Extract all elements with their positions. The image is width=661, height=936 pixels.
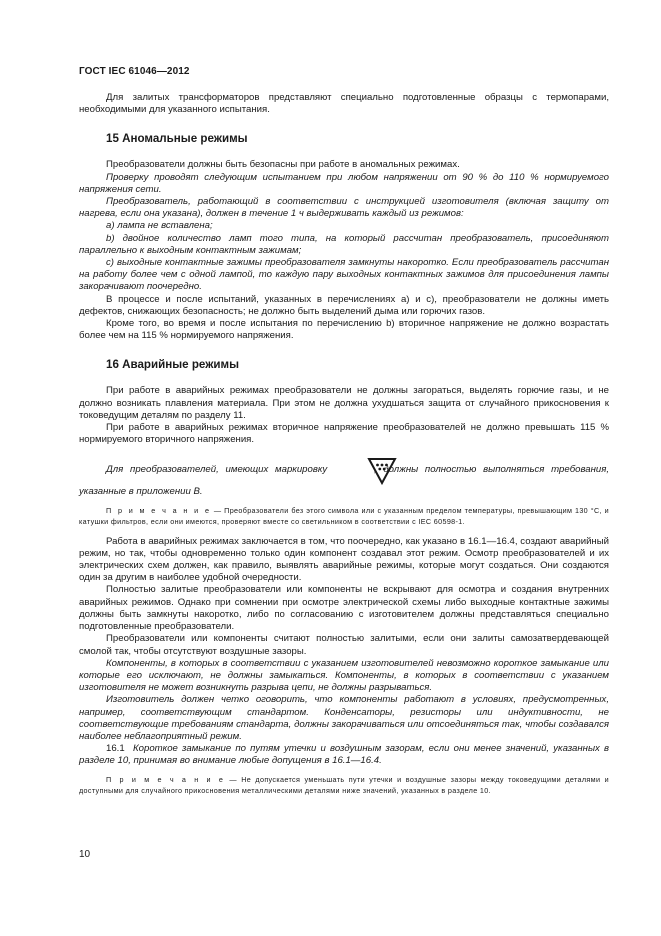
paragraph: Проверку проводят следующим испытанием при любом напряжении от 90 % до 110 % нормируемого напряжения сети.	[79, 171, 609, 195]
marking-requirement	[79, 456, 609, 498]
paragraph: Компоненты, в которых в соответствии с указанием изготовителей невозможно короткое замыкание или которые его исключают, не должны замыкаться. Компоненты, в которых в соответствии с указанием изготовителя не может возникнуть разрыва цепи, не должны разрываться.	[79, 657, 609, 694]
list-item-b: b) двойное количество ламп того типа, на который рассчитан преобразователь, присоединяют параллельно к выходным контактным зажимам;	[79, 232, 609, 256]
note-1	[79, 505, 609, 527]
list-item-c: с) выходные контактные зажимы преобразователя замкнуты накоротко. Если преобразователь рассчитан на работу более чем с одной лампой, то каждую пару выходных контактных зажимов для присоединения лампы закорачивают поочередно.	[79, 257, 609, 293]
paragraph: При работе в аварийных режимах преобразователи не должны загораться, выделять горючие газы, и не должно возникать плавления материала. При этом не должна ухудшаться защита от случайного прикосновения к токоведущим деталям по разделу 11.	[79, 385, 609, 421]
list-item-a: а) лампа не вставлена;	[106, 220, 213, 232]
clause-text: Короткое замыкание по путям утечки и воздушным зазорам, если они менее значений, указанных в разделе 10, принимая во внимание любые допущения в 16.1—16.4.	[79, 743, 609, 767]
note-label: П р и м е ч а н и е	[106, 505, 212, 515]
paragraph: Работа в аварийных режимах заключается в том, что поочередно, как указано в 16.1—16.4, создают аварийный режим, но так, чтобы одновременно только один компонент создавал этот режим. Осмотр преобразователей и их электрических схем должен, как правило, выявлять аварийные режимы, которые могут создаться. Они создаются один за другим в наиболее удобной очередности.	[79, 535, 609, 584]
clause-16-1	[79, 743, 609, 767]
paragraph: Преобразователи или компоненты считают полностью залитыми, если они залиты самозатвердевающей смолой так, чтобы отсутствуют воздушные зазоры.	[79, 633, 609, 657]
marking-text-before: Для преобразователей, имеющих маркировку	[106, 464, 328, 476]
note-text: — Преобразователи без этого символа или с указанным пределом температуры, превышающим 130 °С, и катушки фильтров, если они имеются, проверяют вместе со светильником в соответствии с IEC 60598-1.	[79, 505, 609, 526]
page-number: 10	[79, 849, 91, 860]
section-15-heading: 15 Аномальные режимы	[106, 132, 248, 146]
page-body	[79, 92, 609, 796]
paragraph: При работе в аварийных режимах вторичное напряжение преобразователей не должно превышать 115 % нормируемого вторичного напряжения.	[79, 422, 609, 446]
paragraph: Преобразователи должны быть безопасны при работе в аномальных режимах.	[106, 159, 460, 171]
section-16-heading: 16 Аварийные режимы	[106, 358, 240, 372]
note-2	[79, 774, 609, 796]
paragraph: Полностью залитые преобразователи или компоненты не вскрывают для осмотра и создания внутренних аварийных режимов. Однако при сомнении при осмотре электрической схемы либо выходные контактные зажимы должны быть замкнуты накоротко, либо по согласованию с изготовителем должны представляться специально подготовленные преобразователи.	[79, 584, 609, 633]
paragraph: В процессе и после испытаний, указанных в перечислениях а) и с), преобразователи не должны иметь дефектов, снижающих безопасность; не должно быть выделений дыма или горючих газов.	[79, 293, 609, 317]
running-header: ГОСТ IEC 61046—2012	[79, 66, 190, 77]
section-16-body	[79, 385, 609, 795]
clause-number: 16.1	[106, 743, 125, 755]
paragraph: Преобразователь, работающий в соответствии с инструкцией изготовителя (включая защиту от нагрева, если она указана), должен в течение 1 ч выдерживать каждый из режимов:	[79, 196, 609, 220]
inverted-triangle-dots-icon	[340, 456, 370, 486]
marking-text-after: , должны полностью выполняться требования, указанные в приложении В.	[79, 464, 609, 498]
note-text: — Не допускается уменьшать пути утечки и воздушные зазоры между токоведущими деталями и доступными для случайного прикосновения металлическими деталями ниже значений, указанных в разделе 10.	[79, 774, 609, 795]
section-15-body	[79, 159, 609, 342]
paragraph: Изготовитель должен четко оговорить, что компоненты работают в условиях, предусмотренных, например, соответствующим стандартом. Конденсаторы, резисторы или индуктивности, не соответствующие требованиям стандарта, должны закорачиваться или отсоединяться так, чтобы создавался наиболее неблагоприятный режим.	[79, 694, 609, 742]
intro-paragraph: Для залитых трансформаторов представляют специально подготовленные образцы с термопарами, необходимыми для указанного испытания.	[79, 92, 609, 116]
note-label: П р и м е ч а н и е	[106, 774, 226, 784]
paragraph: Кроме того, во время и после испытания по перечислению b) вторичное напряжение не должно возрастать более чем на 115 % нормируемого напряжения.	[79, 318, 609, 342]
